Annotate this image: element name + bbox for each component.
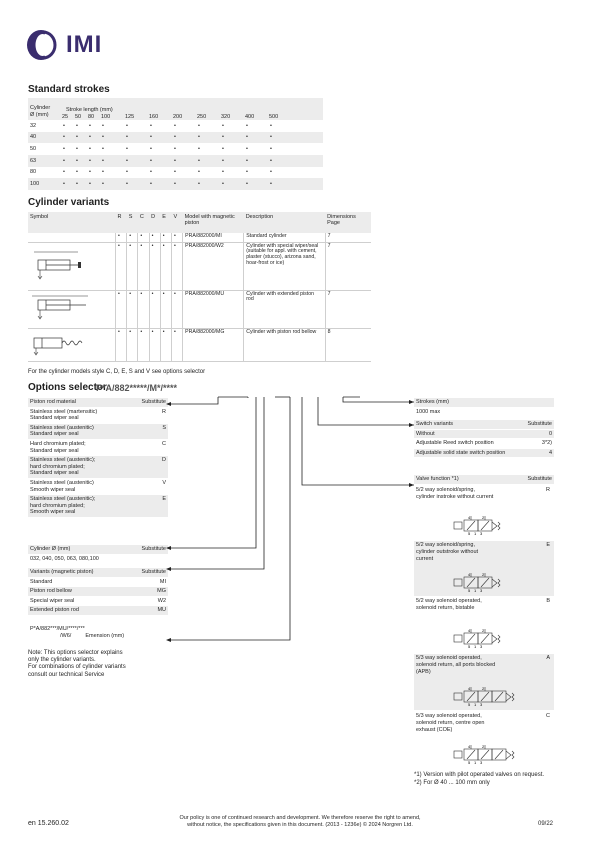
stroke-col-200: 200 xyxy=(173,113,183,120)
cylinder-variants-title: Cylinder variants xyxy=(28,197,110,208)
stroke-mark: • xyxy=(174,122,176,129)
variant-item-value: MI xyxy=(159,578,166,585)
switch-variants-table xyxy=(414,420,554,458)
stroke-mark: • xyxy=(102,169,104,176)
stroke-mark: • xyxy=(126,145,128,152)
stroke-col-160: 160 xyxy=(149,113,159,120)
stroke-mark: • xyxy=(150,122,152,129)
piston-rod-item-value: E xyxy=(162,496,166,503)
piston-rod-item-line: Standard wiper seal xyxy=(30,431,79,438)
piston-rod-item-value: C xyxy=(162,440,166,447)
variant-mark: • xyxy=(116,290,127,328)
variants-header-value: Substitute xyxy=(141,569,166,575)
stroke-mark: • xyxy=(246,145,248,152)
note-line: Note: This options selector explains xyxy=(28,650,123,656)
stroke-mark: • xyxy=(222,180,224,187)
piston-rod-item-line: Stainless steel (austenitic) xyxy=(30,479,94,486)
svg-text:5: 5 xyxy=(468,588,471,593)
stroke-mark: • xyxy=(270,122,272,129)
piston-rod-item-value: R xyxy=(162,408,166,415)
valve-function-item xyxy=(414,597,554,652)
stroke-mark: • xyxy=(63,122,65,129)
switch-item xyxy=(414,439,554,449)
valve-line: cylinder instroke without current xyxy=(416,493,494,500)
svg-text:5: 5 xyxy=(468,531,471,536)
cylinder-dia-header-value: Substitute xyxy=(141,546,166,552)
svg-text:1: 1 xyxy=(474,531,477,536)
valve-code: A xyxy=(546,655,550,661)
options-selector-title: Options selector xyxy=(28,382,107,393)
variant-model: PRA/882000/MU xyxy=(183,290,244,328)
stroke-mark: • xyxy=(150,134,152,141)
stroke-mark: • xyxy=(198,122,200,129)
switch-header-value: Substitute xyxy=(527,421,552,427)
valve-line: cylinder outstroke without xyxy=(416,548,479,555)
valve-line: 5/2 way solenoid operated, xyxy=(416,598,482,604)
example-sub: /W6/ xyxy=(60,632,72,639)
footer-line1: Our policy is one of continued research and development. We therefore reserve the right to amend, xyxy=(179,815,421,821)
stroke-mark: • xyxy=(150,157,152,164)
stroke-mark: • xyxy=(126,134,128,141)
stroke-mark: • xyxy=(89,134,91,141)
stroke-mark: • xyxy=(63,169,65,176)
cylinder-variants-note: For the cylinder models style C, D, E, S and V see options selector xyxy=(28,369,206,375)
stroke-mark: • xyxy=(198,180,200,187)
stroke-mark: • xyxy=(126,157,128,164)
svg-text:2: 2 xyxy=(482,515,485,520)
variant-item-label: Special wiper seal xyxy=(30,597,75,604)
cylinder-label: Cylinder xyxy=(30,105,51,112)
stroke-col-500: 500 xyxy=(269,113,279,120)
valve-header-label: Valve function *1) xyxy=(416,476,459,482)
variant-item-value: MG xyxy=(157,588,166,595)
variant-mark: • xyxy=(138,290,149,328)
valve-line: solenoid return, bistable xyxy=(416,604,475,611)
stroke-mark: • xyxy=(246,157,248,164)
stroke-mark: • xyxy=(174,157,176,164)
variant-mark: • xyxy=(127,233,138,242)
stroke-mark: • xyxy=(63,157,65,164)
example-code: P*A/882***/MU/****/*** xyxy=(30,626,85,632)
variant-page: 7 xyxy=(325,233,371,242)
svg-text:5: 5 xyxy=(468,644,471,649)
footnote-1: *1) Version with pilot operated valves on request. xyxy=(414,772,545,778)
variant-desc: Cylinder with special wiper/seal (suitable for appl. with cement, plaster (stucco), arizona sand, hoar-frost or ice) xyxy=(244,242,325,290)
stroke-mark: • xyxy=(102,145,104,152)
stroke-col-125: 125 xyxy=(125,113,135,120)
stroke-mark: • xyxy=(89,122,91,129)
valve-line: current xyxy=(416,555,434,562)
stroke-mark: • xyxy=(270,145,272,152)
stroke-mark: • xyxy=(102,180,104,187)
valve-line: 5/3 way solenoid operated, xyxy=(416,655,482,661)
valve-sub-header: Substitute xyxy=(527,476,552,482)
stroke-mark: • xyxy=(76,122,78,129)
cylinder-dia-values-label: 032, 040, 050, 063, 080,100 xyxy=(30,555,99,562)
svg-text:4: 4 xyxy=(468,572,471,577)
stroke-mark: • xyxy=(102,134,104,141)
switch-header-label: Switch variants xyxy=(416,421,453,427)
valve-line: solenoid return, all ports blocked xyxy=(416,661,496,668)
valve-line: 5/2 way solenoid/spring, xyxy=(416,487,476,493)
footer-center xyxy=(140,815,460,829)
strokes-header-label: Strokes (mm) xyxy=(416,399,449,405)
svg-text:5: 5 xyxy=(468,760,471,765)
switch-item-value: 4 xyxy=(548,449,552,456)
model-header: Model with magnetic piston xyxy=(183,212,244,233)
stroke-mark: • xyxy=(222,134,224,141)
stroke-mark: • xyxy=(63,134,65,141)
valve-function-item xyxy=(414,486,554,539)
logo-text: IMI xyxy=(66,31,103,58)
stroke-mark: • xyxy=(198,134,200,141)
switch-item-value: 3*2) xyxy=(541,440,552,447)
stroke-col-100: 100 xyxy=(101,113,111,120)
footer-left: en 15.260.02 xyxy=(28,820,69,827)
svg-text:3: 3 xyxy=(480,588,483,593)
stroke-mark: • xyxy=(76,134,78,141)
stroke-mark: • xyxy=(270,157,272,164)
stroke-mark: • xyxy=(126,180,128,187)
r-header: R xyxy=(116,212,127,233)
piston-rod-item-line: Stainless steel (austenitic); xyxy=(30,496,96,503)
variant-mark: • xyxy=(149,242,160,290)
stroke-mark: • xyxy=(222,157,224,164)
stroke-mark: • xyxy=(63,145,65,152)
stroke-mark: • xyxy=(150,180,152,187)
note-line: consult our technical Service xyxy=(28,671,105,678)
stroke-mark: • xyxy=(126,169,128,176)
variant-mark: • xyxy=(116,242,127,290)
stroke-mark: • xyxy=(246,134,248,141)
stroke-mark: • xyxy=(174,180,176,187)
valve-line: 5/2 way solenoid/spring, xyxy=(416,542,476,548)
switch-item-label: Adjustable solid state switch position xyxy=(416,449,506,456)
stroke-mark: • xyxy=(102,122,104,129)
valve-line: 5/3 way solenoid operated, xyxy=(416,713,482,719)
valve-code: R xyxy=(546,487,550,493)
cylinder-dia-header-label: Cylinder Ø (mm) xyxy=(30,546,71,552)
stroke-mark: • xyxy=(89,145,91,152)
stroke-row-dia: 63 xyxy=(28,155,60,167)
footnotes xyxy=(414,772,554,787)
variant-desc: Standard cylinder xyxy=(244,233,325,242)
variant-desc: Cylinder with extended piston rod xyxy=(244,290,325,328)
stroke-col-250: 250 xyxy=(197,113,207,120)
stroke-mark: • xyxy=(76,169,78,176)
stroke-mark: • xyxy=(76,157,78,164)
switch-item xyxy=(414,430,554,440)
piston-rod-item-value: D xyxy=(162,457,166,464)
footer-right: 09/22 xyxy=(538,821,554,827)
variant-mark: • xyxy=(171,242,182,290)
variant-item-value: W2 xyxy=(157,597,166,604)
stroke-mark: • xyxy=(76,180,78,187)
variant-mark: • xyxy=(149,328,160,362)
variant-mark: • xyxy=(138,233,149,242)
options-code: P*A/882*****/M*/**** xyxy=(96,383,178,393)
strokes-table xyxy=(414,398,554,417)
stroke-row-dia: 50 xyxy=(30,145,37,152)
svg-text:4: 4 xyxy=(468,686,471,691)
footer-line2: without notice, the specifications given in this document. (2013 - 1236e) © 2024 Norgren Ltd. xyxy=(187,822,413,829)
valve-function-header-row xyxy=(414,475,554,485)
variant-page: 7 xyxy=(325,242,371,290)
variant-item-label: Extended piston rod xyxy=(30,607,79,614)
piston-rod-item-line: Standard wiper seal xyxy=(30,447,79,454)
stroke-row-dia: 80 xyxy=(30,169,37,176)
stroke-mark: • xyxy=(126,122,128,129)
stroke-mark: • xyxy=(89,157,91,164)
valve-symbol xyxy=(450,685,530,707)
svg-text:4: 4 xyxy=(468,744,471,749)
variants-header-label: Variants (magnetic piston) xyxy=(30,569,94,575)
variant-mark: • xyxy=(138,328,149,362)
stroke-row-dia: 100 xyxy=(28,178,60,190)
v-header: V xyxy=(171,212,182,233)
piston-rod-item-line: hard chromium plated; xyxy=(30,463,85,470)
stroke-mark: • xyxy=(270,169,272,176)
switch-item-label: Adjustable Reed switch position xyxy=(416,440,494,447)
piston-rod-item-line: Hard chromium plated; xyxy=(30,440,86,447)
valve-symbol xyxy=(450,627,530,649)
cylinder-sub: Ø (mm) xyxy=(30,111,49,118)
svg-text:2: 2 xyxy=(482,686,485,691)
variant-mark: • xyxy=(127,242,138,290)
standard-strokes-title: Standard strokes xyxy=(28,84,110,95)
variant-mark: • xyxy=(127,328,138,362)
stroke-mark: • xyxy=(246,180,248,187)
piston-rod-item-line: Stainless steel (austenitic) xyxy=(30,424,94,431)
stroke-mark: • xyxy=(222,122,224,129)
description-header: Description xyxy=(244,212,325,233)
note-line: For combinations of cylinder variants xyxy=(28,664,126,671)
svg-text:4: 4 xyxy=(468,628,471,633)
variant-mark: • xyxy=(149,233,160,242)
svg-text:3: 3 xyxy=(480,531,483,536)
piston-rod-item-value: S xyxy=(162,424,166,431)
piston-rod-item-line: Smooth wiper seal xyxy=(30,509,76,516)
strokes-header xyxy=(414,398,554,408)
stroke-mark: • xyxy=(222,169,224,176)
stroke-mark: • xyxy=(76,145,78,152)
s-header: S xyxy=(127,212,138,233)
svg-text:3: 3 xyxy=(480,760,483,765)
variant-mark: • xyxy=(171,233,182,242)
piston-rod-item-line: Stainless steel (austenitic); xyxy=(30,457,96,464)
valve-line: solenoid return, centre open xyxy=(416,719,485,726)
piston-rod-item-value: V xyxy=(162,479,166,486)
stroke-row-dia: 32 xyxy=(30,122,37,129)
stroke-mark: • xyxy=(150,169,152,176)
stroke-mark: • xyxy=(198,157,200,164)
stroke-mark: • xyxy=(174,145,176,152)
stroke-mark: • xyxy=(89,169,91,176)
variant-mark: • xyxy=(127,290,138,328)
stroke-mark: • xyxy=(174,134,176,141)
note-line: only the cylinder variants. xyxy=(28,657,96,664)
stroke-mark: • xyxy=(174,169,176,176)
valve-function-item xyxy=(414,654,554,710)
stroke-mark: • xyxy=(270,134,272,141)
switch-item-label: Without xyxy=(416,430,435,437)
variant-desc: Cylinder with piston rod bellow xyxy=(244,328,325,362)
svg-text:1: 1 xyxy=(474,760,477,765)
variant-mark: • xyxy=(171,290,182,328)
valve-code: B xyxy=(546,598,550,604)
variant-mark: • xyxy=(160,242,171,290)
switch-item xyxy=(414,449,554,459)
svg-text:2: 2 xyxy=(482,744,485,749)
svg-text:5: 5 xyxy=(468,702,471,707)
valve-code: C xyxy=(546,713,550,719)
valve-symbol xyxy=(450,743,530,765)
svg-text:1: 1 xyxy=(474,644,477,649)
svg-text:3: 3 xyxy=(480,702,483,707)
svg-text:2: 2 xyxy=(482,628,485,633)
c-header: C xyxy=(138,212,149,233)
stroke-length-label: Stroke length (mm) xyxy=(66,107,113,114)
piston-rod-item-line: Smooth wiper seal xyxy=(30,486,76,493)
stroke-mark: • xyxy=(150,145,152,152)
stroke-mark: • xyxy=(198,145,200,152)
strokes-value-label: 1000 max xyxy=(416,408,441,415)
valve-function-item xyxy=(414,712,554,768)
variant-item-label: Standard xyxy=(30,578,53,585)
switch-header xyxy=(414,420,554,430)
piston-rod-item-line: Standard wiper seal xyxy=(30,470,79,477)
variant-mark: • xyxy=(171,328,182,362)
stroke-mark: • xyxy=(246,169,248,176)
variant-mark: • xyxy=(116,233,127,242)
piston-rod-item-line: hard chromium plated; xyxy=(30,502,85,509)
variant-item-value: MU xyxy=(157,607,166,614)
stroke-mark: • xyxy=(246,122,248,129)
variant-page: 8 xyxy=(325,328,371,362)
variant-mark: • xyxy=(160,233,171,242)
stroke-col-400: 400 xyxy=(245,113,255,120)
variant-item-label: Piston rod bellow xyxy=(30,588,72,595)
stroke-mark: • xyxy=(270,180,272,187)
stroke-mark: • xyxy=(198,169,200,176)
stroke-row-dia: 40 xyxy=(28,132,60,144)
valve-symbol xyxy=(450,514,530,536)
valve-line: exhaust (COE) xyxy=(416,726,453,733)
variant-page: 7 xyxy=(325,290,371,328)
stroke-col-320: 320 xyxy=(221,113,231,120)
valve-symbol xyxy=(450,571,530,593)
variant-model: PRA/882000/MI xyxy=(183,233,244,242)
svg-text:4: 4 xyxy=(468,515,471,520)
stroke-col-50: 50 xyxy=(75,113,82,120)
stroke-col-80: 80 xyxy=(88,113,95,120)
variant-model: PRA/882000/MG xyxy=(183,328,244,362)
example-label: Emension (mm) xyxy=(85,632,125,639)
valve-function-item xyxy=(414,541,554,596)
variant-mark: • xyxy=(160,328,171,362)
valve-code: E xyxy=(546,542,550,548)
d-header: D xyxy=(149,212,160,233)
variant-mark: • xyxy=(116,328,127,362)
svg-text:3: 3 xyxy=(480,644,483,649)
piston-rod-item-line: Standard wiper seal xyxy=(30,415,79,422)
stroke-mark: • xyxy=(89,180,91,187)
valve-header xyxy=(414,475,554,485)
piston-rod-header-label: Piston rod material xyxy=(30,399,76,405)
variant-mark: • xyxy=(138,242,149,290)
piston-rod-item-line: Stainless steel (martensitic) xyxy=(30,408,98,415)
switch-item-value: 0 xyxy=(548,430,552,437)
variant-mark: • xyxy=(149,290,160,328)
svg-text:1: 1 xyxy=(474,702,477,707)
stroke-col-25: 25 xyxy=(62,113,69,120)
svg-text:2: 2 xyxy=(482,572,485,577)
stroke-mark: • xyxy=(63,180,65,187)
stroke-mark: • xyxy=(102,157,104,164)
svg-text:1: 1 xyxy=(474,588,477,593)
footnote-2: *2) For Ø 40 ... 100 mm only xyxy=(414,779,490,786)
symbol-header: Symbol xyxy=(28,212,116,233)
variant-mark: • xyxy=(160,290,171,328)
dimensions-header: Dimensions Page xyxy=(325,212,371,233)
valve-line: (APB) xyxy=(416,668,431,675)
stroke-mark: • xyxy=(222,145,224,152)
piston-rod-header-value: Substitute xyxy=(141,399,166,405)
variant-model: PRA/882000/W2 xyxy=(183,242,244,290)
e-header: E xyxy=(160,212,171,233)
strokes-value xyxy=(414,408,554,418)
